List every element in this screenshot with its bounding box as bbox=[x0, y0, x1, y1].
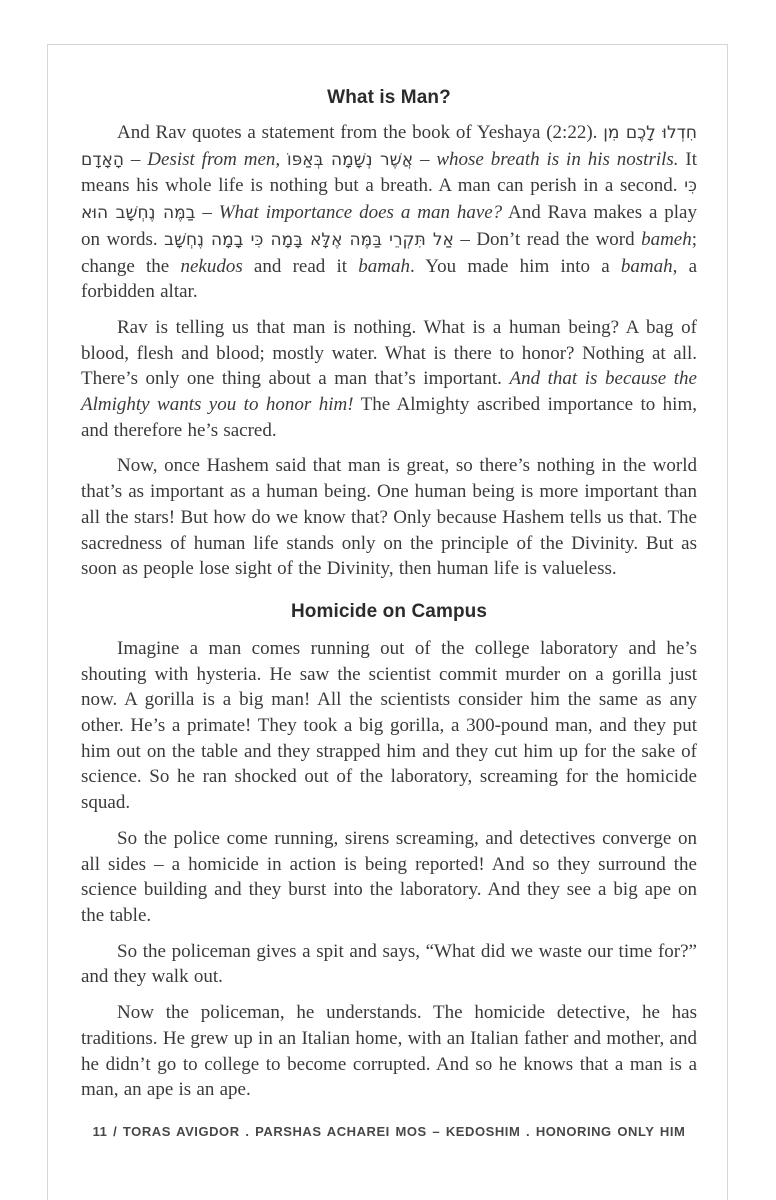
paragraph bbox=[81, 453, 697, 582]
body-text: The Almighty ascribed importance to him, and therefore he’s sacred. bbox=[81, 394, 697, 441]
body-text: . You made him into a bbox=[410, 255, 621, 277]
hebrew-phrase: אַל תִּקְרֵי בַּמֶּה אֶלָּא בָּמָה כִּי בָמָה נֶחְשָׁב bbox=[164, 229, 454, 250]
italic-text: bamah bbox=[620, 255, 673, 277]
body-text: – bbox=[195, 202, 219, 224]
hebrew-phrase: כִּי בַמֶּה נֶחְשָׁב הוּא bbox=[81, 176, 697, 224]
italic-text: whose breath is in his nostrils. bbox=[436, 148, 679, 170]
body-text bbox=[280, 149, 287, 170]
body-text: and read it bbox=[242, 255, 359, 277]
page-border-box bbox=[47, 44, 728, 1200]
body-text: It means his whole life is nothing but a breath. A man can perish in a second. bbox=[81, 148, 698, 197]
document-sections bbox=[81, 87, 697, 1103]
paragraph bbox=[81, 939, 697, 990]
italic-text: nekudos bbox=[180, 255, 243, 277]
body-text: And Rav quotes a statement from the book of Yeshaya (2:22). bbox=[117, 122, 604, 143]
body-text: – bbox=[413, 148, 437, 170]
italic-text: And that is because the Almighty wants you to honor him! bbox=[81, 368, 697, 416]
paragraph bbox=[81, 120, 697, 305]
body-text: , a forbidden altar. bbox=[81, 255, 698, 303]
hebrew-phrase: אֲשֶׁר נְשָׁמָה בְּאַפּוֹ bbox=[287, 149, 414, 170]
body-text: Now the policeman, he understands. The homicide detective, he has traditions. He grew up in an Italian home, with an Italian father and mother, and he didn’t go to college to become corrupted. And so he knows that a man is a man, an ape is an ape. bbox=[81, 1002, 697, 1101]
section-heading: Homicide on Campus bbox=[290, 600, 488, 622]
paragraph bbox=[81, 826, 697, 929]
paragraph bbox=[81, 1000, 697, 1103]
italic-text: What importance does a man have? bbox=[218, 202, 503, 224]
hebrew-phrase: חִדְלוּ לָכֶם מִן הָאָדָם bbox=[81, 123, 697, 170]
body-text: – bbox=[124, 148, 148, 170]
section-heading: What is Man? bbox=[327, 87, 451, 108]
italic-text: Desist from men, bbox=[147, 148, 281, 170]
paragraph bbox=[81, 315, 697, 444]
body-text: So the policeman gives a spit and says, “What did we waste our time for?” and they walk out. bbox=[81, 940, 697, 988]
page-content bbox=[48, 45, 727, 1139]
body-text: Imagine a man comes running out of the college laboratory and he’s shouting with hysteria. He saw the scientist commit murder on a gorilla just now. A gorilla is a big man! All the scientists consider him the same as any other. He’s a primate! They took a big gorilla, a 300-pound man, and they put him out on the table and they strapped him and they cut him up for the sake of science. So he ran shocked out of the laboratory, screaming for the homicide squad. bbox=[81, 637, 697, 814]
body-text: So the police come running, sirens screaming, and detectives converge on all sides – a homicide in action is being reported! And so they surround the science building and they burst into the laboratory. And they see a big ape on the table. bbox=[81, 827, 697, 926]
italic-text: bamah bbox=[358, 255, 411, 277]
body-text: ; change the bbox=[81, 228, 698, 277]
body-text: Now, once Hashem said that man is great, so there’s nothing in the world that’s as important as a human being. One human being is more important than all the stars! But how do we know that? Only because Hashem tells us that. The sacredness of human life stands only on the principle of the Divinity. But as soon as people lose sight of the Divinity, then human life is valueless. bbox=[81, 455, 697, 580]
paragraph bbox=[81, 636, 697, 816]
page-footer: 11 / TORAS AVIGDOR . PARSHAS ACHAREI MOS – KEDOSHIM . HONORING ONLY HIM bbox=[92, 1123, 686, 1139]
body-text: – Don’t read the word bbox=[453, 228, 642, 250]
body-text: Rav is telling us that man is nothing. What is a human being? A bag of blood, flesh and blood; mostly water. What is there to honor? Nothing at all. There’s only one thing about a man that’s important. bbox=[81, 316, 697, 390]
italic-text: bameh bbox=[641, 228, 692, 250]
body-text: And Rava makes a play on words. bbox=[81, 202, 697, 250]
